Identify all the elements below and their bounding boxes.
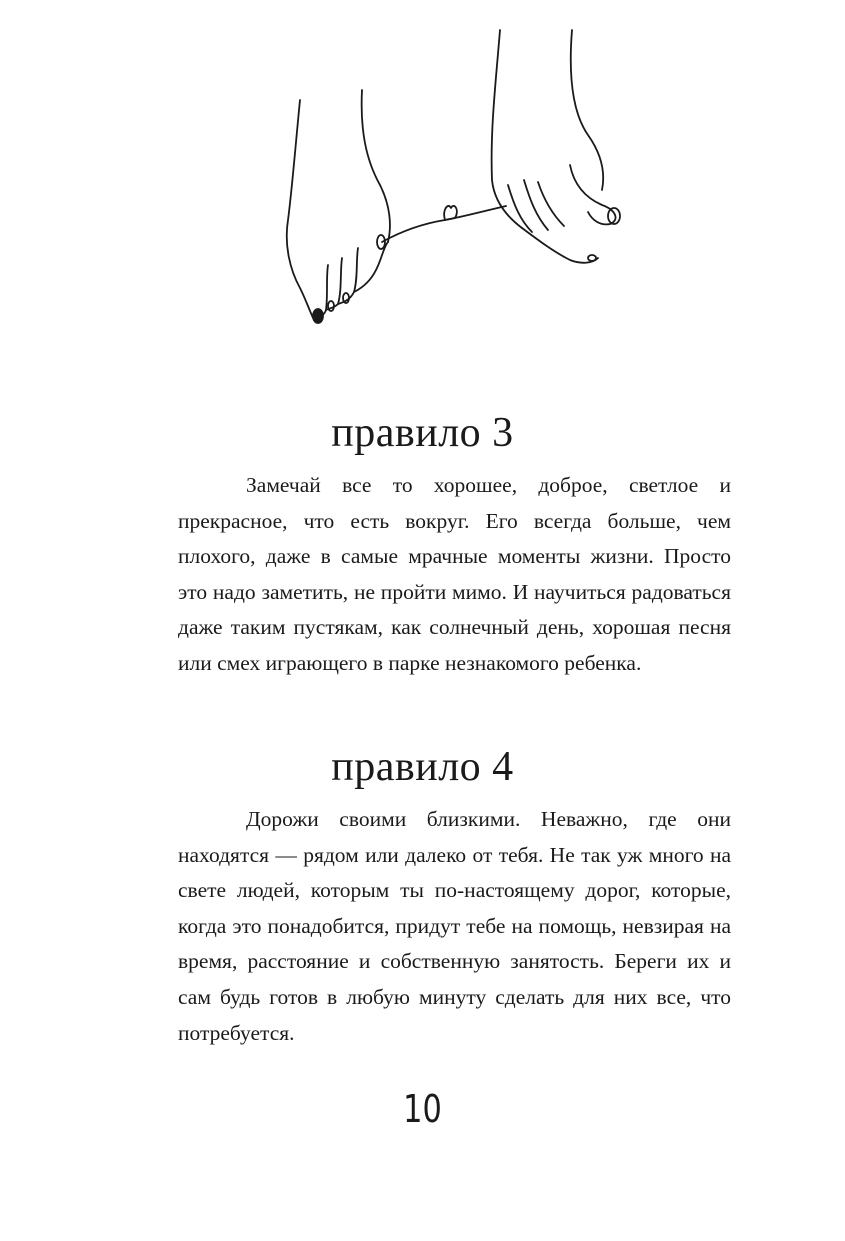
rule-4-text: Дорожи своими близкими. Неважно, где они находятся — рядом или далеко от тебя. Не так уж много на свете людей, которым ты по-настоящему дорог, которые, когда это понадобится, придут тебе на помощь, невзирая на время, расстояние и собственную занятость. Береги их и сам будь готов в любую минуту сделать для них все, что потребуется. [178,807,731,1045]
page-number: 10 [403,1087,442,1131]
rule-3-text: Замечай все то хорошее, доброе, светлое и прекрасное, что есть вокруг. Его всегда больше, чем плохого, даже в самые мрачные моменты жизни. Просто это надо заметить, не пройти мимо. И научиться радоваться даже таким пустякам, как солнечный день, хорошая песня или смех играющего в парке незнакомого ребенка. [178,473,731,675]
feet-with-heart-thread-icon [270,20,630,330]
rule-3-title: правило 3 [331,410,514,456]
rule-4-title: правило 4 [331,744,514,790]
